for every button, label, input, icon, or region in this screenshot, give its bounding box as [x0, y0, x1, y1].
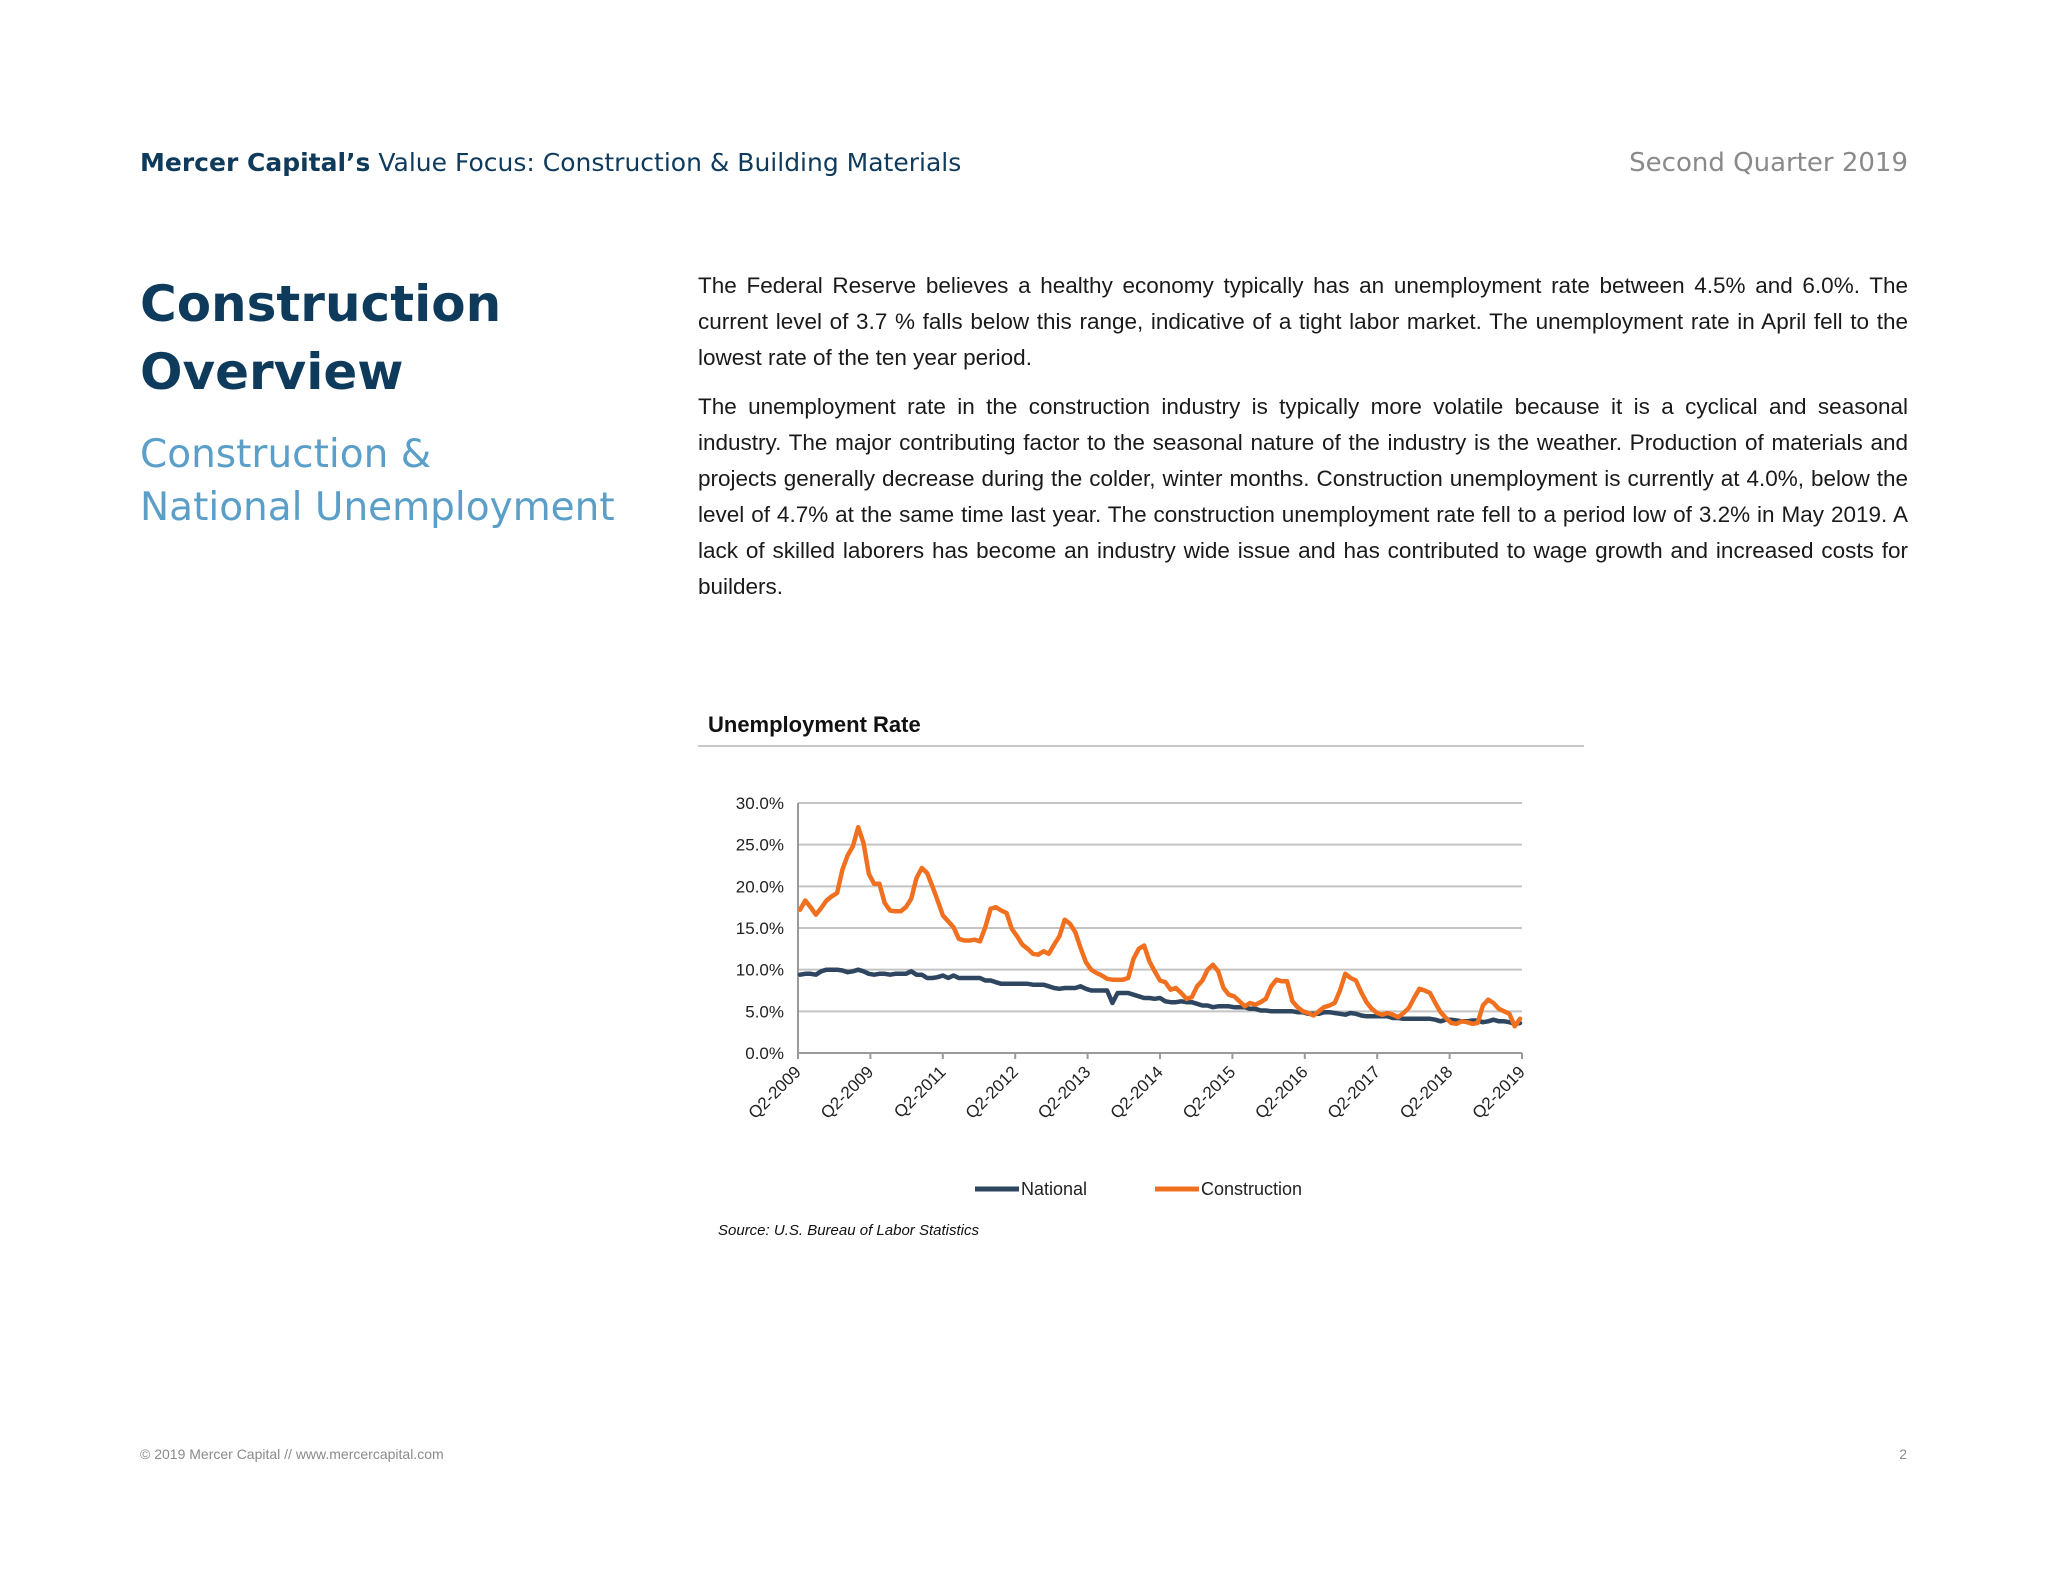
page-number: 2 — [1899, 1446, 1907, 1462]
section-subtitle-line1: Construction & — [140, 432, 432, 477]
section-title — [140, 270, 680, 406]
y-tick-label: 15.0% — [735, 919, 784, 938]
y-tick-label: 20.0% — [735, 877, 784, 897]
brand-name: Mercer Capital’s — [140, 148, 371, 177]
section-title-line2: Overview — [140, 343, 404, 401]
x-tick-label: Q2-2018 — [1396, 1062, 1457, 1123]
chart-heading: Unemployment Rate — [708, 712, 921, 737]
body-paragraph: The unemployment rate in the construction industry is typically more volatile because it is a cyclical and seasonal industry. The major contributing factor to the seasonal nature of the industry is the weather. Production of materials and projects generally decrease during the colder, winter months. Construction unemployment is currently at 4.0%, below the level of 4.7% at the same time last year. The construction unemployment rate fell to a period low of 3.2% in May 2019. A lack of skilled laborers has become an industry wide issue and has contributed to wage growth and increased costs for builders. — [698, 394, 1908, 599]
section-sidebar — [140, 270, 680, 534]
x-tick-label: Q2-2013 — [1034, 1062, 1095, 1123]
x-tick-label: Q2-2009 — [744, 1062, 805, 1123]
x-tick-label: Q2-2019 — [1468, 1062, 1529, 1123]
x-tick-label: Q2-2011 — [890, 1062, 950, 1122]
x-tick-label: Q2-2016 — [1251, 1062, 1312, 1123]
section-title-line1: Construction — [140, 275, 502, 333]
chart-heading-rule — [698, 745, 1584, 747]
y-tick-label: 25.0% — [735, 835, 784, 855]
footer-copyright: © 2019 Mercer Capital // www.mercercapital.com — [140, 1446, 444, 1462]
x-tick-label: Q2-2012 — [961, 1062, 1023, 1123]
x-tick-label: Q2-2017 — [1323, 1062, 1385, 1123]
y-tick-label: 10.0% — [735, 960, 784, 980]
page-header — [140, 148, 1908, 184]
chart-source-note: Source: U.S. Bureau of Labor Statistics — [718, 1222, 979, 1239]
x-tick-label: Q2-2014 — [1106, 1062, 1167, 1123]
section-subtitle — [140, 428, 680, 534]
body-text — [698, 268, 1908, 618]
y-tick-label: 30.0% — [735, 794, 784, 813]
publication-title — [140, 148, 961, 177]
x-tick-label: Q2-2009 — [817, 1062, 878, 1123]
legend-label: National — [1021, 1179, 1088, 1199]
y-tick-label: 0.0% — [745, 1044, 784, 1063]
x-tick-label: Q2-2015 — [1179, 1062, 1240, 1123]
publication-name: Value Focus: Construction & Building Materials — [370, 148, 962, 177]
section-subtitle-line2: National Unemployment — [140, 485, 615, 530]
body-paragraph: The Federal Reserve believes a healthy economy typically has an unemployment rate between 4.5% and 6.0%. The current level of 3.7 % falls below this range, indicative of a tight labor market. The unemployment rate in April fell to the lowest rate of the ten year period. — [698, 273, 1908, 370]
issue-quarter: Second Quarter 2019 — [1629, 148, 1908, 178]
legend-label: Construction — [1201, 1179, 1303, 1199]
y-tick-label: 5.0% — [745, 1002, 784, 1022]
unemployment-line-chart — [698, 780, 1578, 1220]
